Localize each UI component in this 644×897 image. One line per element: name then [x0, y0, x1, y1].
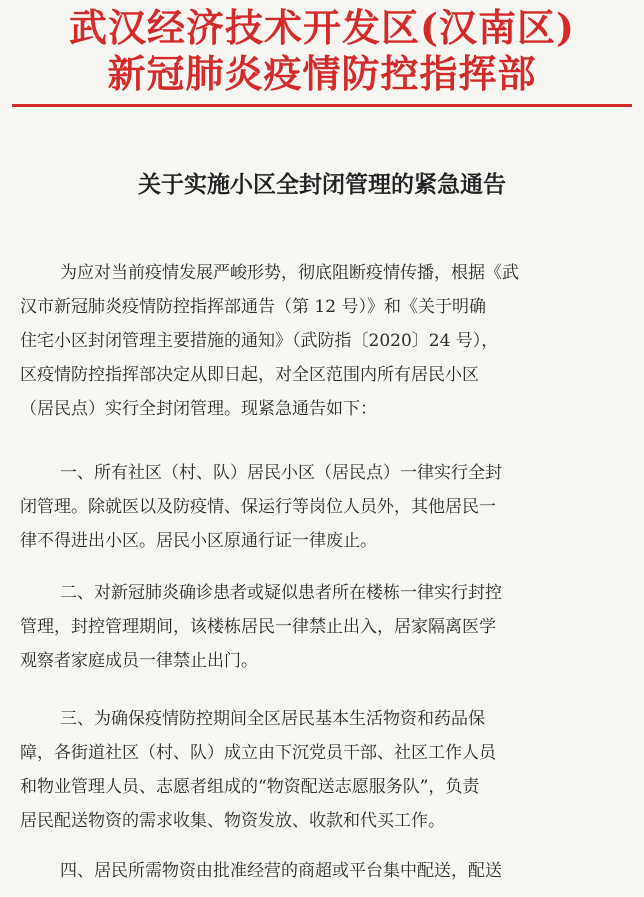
paragraph-line: 四、居民所需物资由批准经营的商超或平台集中配送，配送 [60, 861, 502, 881]
paragraph-line: 住宅小区封闭管理主要措施的通知》（武防指〔2020〕24 号）， [20, 331, 499, 351]
paragraph-item-2 [20, 576, 626, 678]
paragraph-line: 观察者家庭成员一律禁止出门。 [20, 651, 258, 671]
paragraph-line: 一、所有社区（村、队）居民小区（居民点）一律实行全封 [60, 463, 502, 483]
paragraph-line: 闭管理。除就医以及防疫情、保运行等岗位人员外，其他居民一 [20, 497, 496, 517]
letterhead [0, 0, 644, 108]
letterhead-line-1: 武汉经济技术开发区(汉南区) [69, 5, 575, 50]
notice-body [20, 256, 626, 897]
paragraph-line: 障，各街道社区（村、队）成立由下沉党员干部、社区工作人员 [20, 743, 496, 763]
paragraph-item-1 [20, 456, 626, 558]
letterhead-line-2: 新冠肺炎疫情防控指挥部 [107, 51, 537, 96]
paragraph-line: 居民配送物资的需求收集、物资发放、收款和代买工作。 [20, 811, 445, 831]
paragraph-line: 三、为确保疫情防控期间全区居民基本生活物资和药品保 [60, 709, 485, 729]
paragraph-line: （居民点）实行全封闭管理。现紧急通告如下： [20, 399, 377, 419]
paragraph-line: 二、对新冠肺炎确诊患者或疑似患者所在楼栋一律实行封控 [60, 583, 502, 603]
paragraph-line: 管理，封控管理期间，该楼栋居民一律禁止出入，居家隔离医学 [20, 617, 496, 637]
notice-title: 关于实施小区全封闭管理的紧急通告 [138, 171, 506, 198]
paragraph-item-4 [20, 854, 626, 888]
paragraph-intro [20, 256, 626, 426]
paragraph-line: 汉市新冠肺炎疫情防控指挥部通告（第 12 号）》和《关于明确 [20, 297, 486, 317]
paragraph-line: 和物业管理人员、志愿者组成的“物资配送志愿服务队”，负责 [20, 777, 480, 797]
paragraph-line: 律不得进出小区。居民小区原通行证一律废止。 [20, 531, 377, 551]
paragraph-line: 为应对当前疫情发展严峻形势，彻底阻断疫情传播，根据《武 [60, 263, 519, 283]
paragraph-item-3 [20, 702, 626, 838]
letterhead-red-rule [12, 104, 632, 107]
paragraph-line: 区疫情防控指挥部决定从即日起，对全区范围内所有居民小区 [20, 365, 479, 385]
